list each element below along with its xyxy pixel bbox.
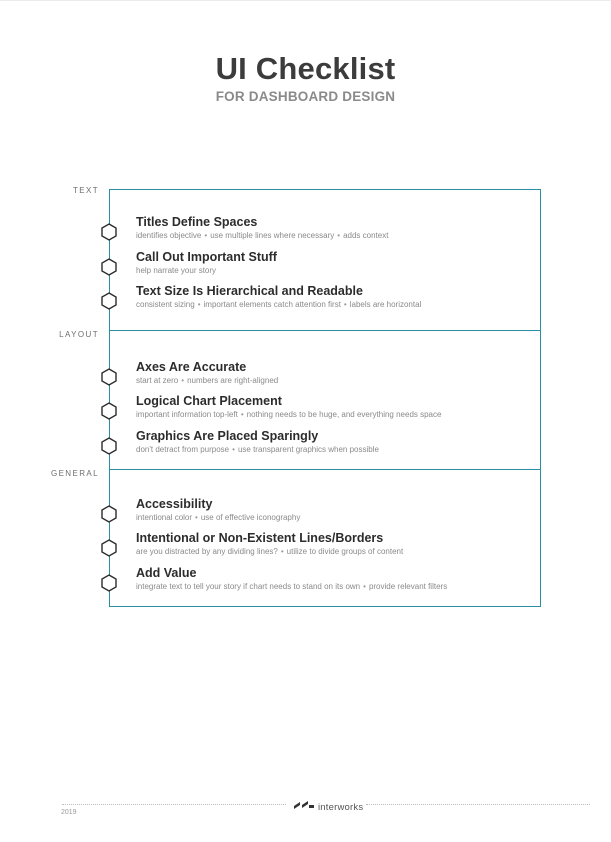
footer-divider-right — [366, 804, 590, 805]
footer-logo — [293, 798, 363, 816]
checklist-detail: are you distracted by any dividing lines? — [136, 547, 278, 556]
checklist-item — [110, 250, 540, 284]
checklist-item-details — [136, 547, 403, 556]
bullet-separator: • — [363, 582, 366, 591]
hexagon-checkbox-icon — [100, 368, 118, 386]
bullet-separator: • — [240, 410, 244, 419]
page-title: UI Checklist — [215, 51, 396, 86]
section-label: TEXT — [72, 186, 99, 195]
checklist-detail: important information top-left — [136, 410, 238, 419]
checklist-item-title: Call Out Important Stuff — [136, 250, 277, 264]
checklist-item — [110, 394, 540, 428]
checklist-item — [110, 497, 540, 531]
hexagon-checkbox-icon — [100, 505, 118, 523]
page-subtitle: FOR DASHBOARD DESIGN — [215, 89, 396, 104]
hexagon-checkbox-icon — [100, 402, 118, 420]
checklist-item-details — [136, 410, 441, 419]
checklist-item-title: Add Value — [136, 566, 197, 580]
hexagon-checkbox-icon — [100, 292, 118, 310]
checklist-item-details — [136, 266, 216, 275]
checklist-item-details — [136, 300, 421, 309]
checklist-item-title: Logical Chart Placement — [136, 394, 282, 408]
footer-year: 2019 — [61, 809, 77, 816]
checklist-item — [110, 566, 540, 600]
checklist-detail: utilize to divide groups of content — [286, 547, 404, 556]
checklist-detail: use of effective iconography — [200, 513, 301, 522]
checklist-detail: consistent sizing — [136, 300, 195, 309]
checklist-detail: provide relevant filters — [368, 582, 448, 591]
bullet-separator: • — [195, 513, 198, 522]
checklist-detail: labels are horizontal — [349, 300, 422, 309]
bullet-separator: • — [280, 547, 284, 556]
hexagon-checkbox-icon — [100, 258, 118, 276]
checklist-detail: use multiple lines where necessary — [210, 231, 335, 240]
bullet-separator: • — [181, 376, 185, 385]
footer-logo-text: interworks — [318, 801, 364, 813]
checklist-item-title: Graphics Are Placed Sparingly — [136, 429, 319, 443]
checklist-item-title: Titles Define Spaces — [136, 215, 258, 229]
checklist-detail: start at zero — [136, 376, 179, 385]
checklist-detail: nothing needs to be huge, and everything needs space — [246, 410, 442, 419]
section-general — [50, 469, 540, 607]
section-layout — [59, 330, 540, 470]
checklist-detail: don't detract from purpose — [136, 445, 230, 454]
checklist-item-title: Accessibility — [136, 497, 213, 511]
checklist-item-title: Text Size Is Hierarchical and Readable — [136, 284, 363, 298]
checklist-item-title: Axes Are Accurate — [136, 360, 247, 374]
checklist-detail: intentional color — [136, 513, 193, 522]
checklist-item-details — [136, 231, 388, 240]
hexagon-checkbox-icon — [100, 437, 118, 455]
hexagon-checkbox-icon — [100, 223, 118, 241]
bullet-separator: • — [204, 231, 208, 240]
hexagon-checkbox-icon — [100, 574, 118, 592]
page-top-edge — [0, 0, 611, 1]
hexagon-checkbox-icon — [100, 539, 118, 557]
checklist-detail: numbers are right-aligned — [187, 376, 279, 385]
checklist-detail: use transparent graphics when possible — [237, 445, 379, 454]
checklist-detail: help narrate your story — [136, 266, 217, 275]
checklist-item — [110, 429, 540, 463]
checklist-item-details — [136, 582, 447, 591]
bullet-separator: • — [197, 300, 201, 309]
checklist-detail: adds context — [343, 231, 389, 240]
checklist-detail: integrate text to tell your story if chart needs to stand on its own — [136, 582, 361, 591]
bullet-separator: • — [343, 300, 347, 309]
checklist-box — [50, 186, 541, 607]
checklist-item-details — [136, 513, 300, 522]
checklist-item — [110, 284, 540, 318]
section-label: GENERAL — [50, 469, 99, 478]
interworks-logo-icon — [293, 798, 315, 816]
section-label: LAYOUT — [59, 330, 99, 339]
section-text — [72, 186, 540, 330]
checklist-item — [110, 215, 540, 249]
checklist-item-details — [136, 376, 278, 385]
checklist-detail: important elements catch attention first — [203, 300, 341, 309]
checklist-item — [110, 531, 540, 565]
checklist-item-title: Intentional or Non-Existent Lines/Borders — [136, 531, 384, 545]
checklist-item-details — [136, 445, 379, 454]
bullet-separator: • — [337, 231, 341, 240]
bullet-separator: • — [232, 445, 235, 454]
footer-divider-left — [62, 804, 286, 805]
checklist-detail: identifies objective — [136, 231, 202, 240]
checklist-item — [110, 360, 540, 394]
